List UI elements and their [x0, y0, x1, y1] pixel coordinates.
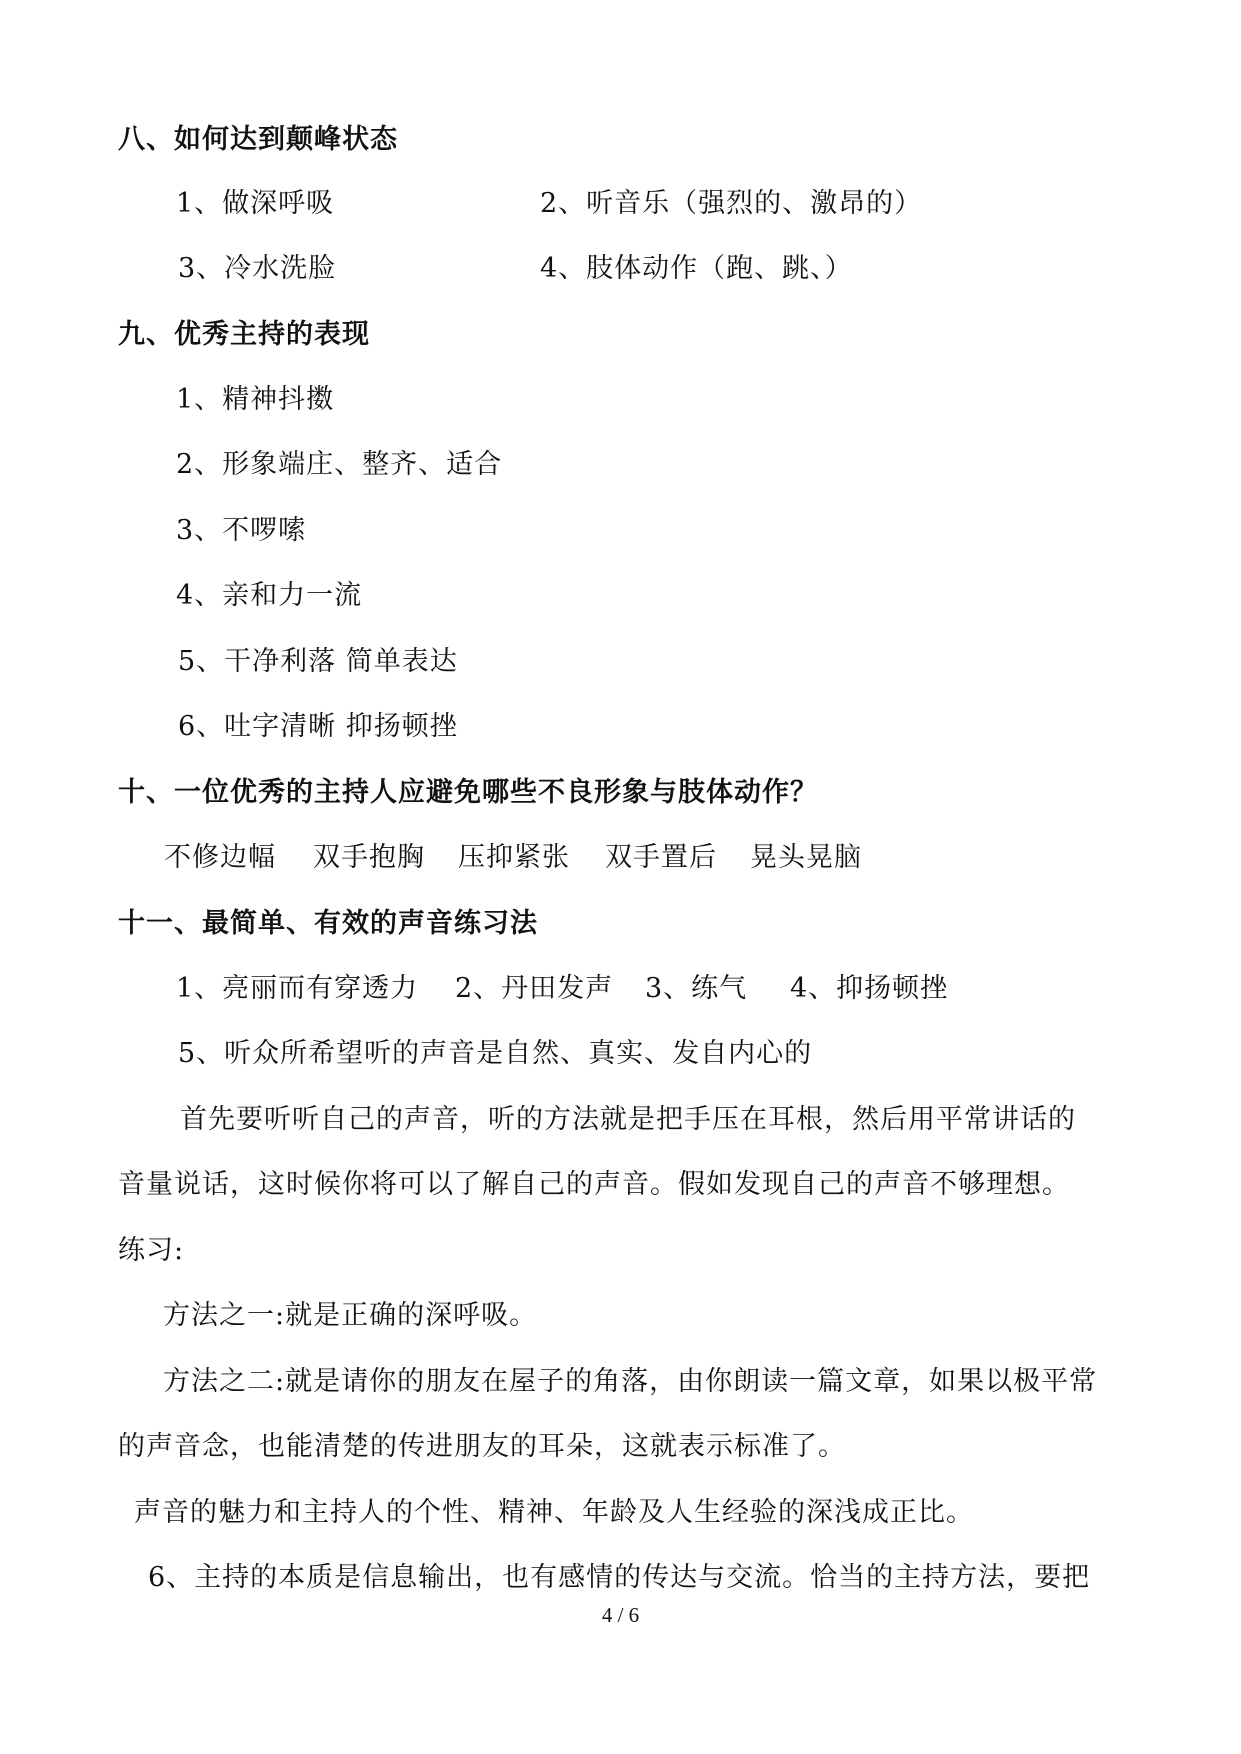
section8-heading: 八、如何达到颠峰状态 [118, 124, 398, 155]
section11-heading: 十一、最简单、有效的声音练习法 [118, 908, 538, 939]
section11-item-4: 4、抑扬顿挫 [790, 973, 949, 1004]
practice-label: 练习: [118, 1235, 185, 1266]
method-1: 方法之一:就是正确的深呼吸。 [163, 1300, 538, 1331]
section11-item-5: 5、听众所希望听的声音是自然、真实、发自内心的 [178, 1038, 813, 1069]
section8-item-2: 2、听音乐（强烈的、激昂的） [540, 188, 923, 219]
section9-item-1: 1、精神抖擞 [176, 384, 335, 415]
section9-item-3: 3、不啰嗦 [176, 515, 307, 546]
method-2-line-1: 方法之二:就是请你的朋友在屋子的角落，由你朗读一篇文章，如果以极平常 [163, 1366, 1098, 1397]
section11-item-2: 2、丹田发声 [455, 973, 614, 1004]
section11-item-6: 6、主持的本质是信息输出，也有感情的传达与交流。恰当的主持方法，要把 [148, 1562, 1091, 1593]
section10-item-5: 晃头晃脑 [750, 842, 862, 873]
paragraph-1-line-2: 音量说话，这时候你将可以了解自己的声音。假如发现自己的声音不够理想。 [118, 1169, 1070, 1200]
page-number: 4 / 6 [601, 1603, 640, 1627]
section10-heading: 十、一位优秀的主持人应避免哪些不良形象与肢体动作？ [118, 777, 818, 808]
voice-charm-text: 声音的魅力和主持人的个性、精神、年龄及人生经验的深浅成正比。 [134, 1497, 974, 1528]
section8-item-3: 3、冷水洗脸 [178, 253, 337, 284]
section9-item-4: 4、亲和力一流 [176, 580, 363, 611]
section10-item-4: 双手置后 [605, 842, 717, 873]
paragraph-1-line-1: 首先要听听自己的声音，听的方法就是把手压在耳根，然后用平常讲话的 [180, 1104, 1076, 1135]
section8-item-1: 1、做深呼吸 [176, 188, 335, 219]
section9-heading: 九、优秀主持的表现 [118, 319, 370, 350]
section10-item-3: 压抑紧张 [458, 842, 570, 873]
section10-item-2: 双手抱胸 [313, 842, 425, 873]
section11-item-3: 3、练气 [645, 973, 748, 1004]
section11-item-1: 1、亮丽而有穿透力 [176, 973, 419, 1004]
section9-item-2: 2、形象端庄、整齐、适合 [176, 449, 503, 480]
section9-item-5: 5、干净利落 简单表达 [178, 646, 458, 677]
section10-item-1: 不修边幅 [164, 842, 276, 873]
section8-item-4: 4、肢体动作（跑、跳、） [540, 253, 853, 284]
section9-item-6: 6、吐字清晰 抑扬顿挫 [178, 711, 458, 742]
method-2-line-2: 的声音念，也能清楚的传进朋友的耳朵，这就表示标准了。 [118, 1431, 846, 1462]
